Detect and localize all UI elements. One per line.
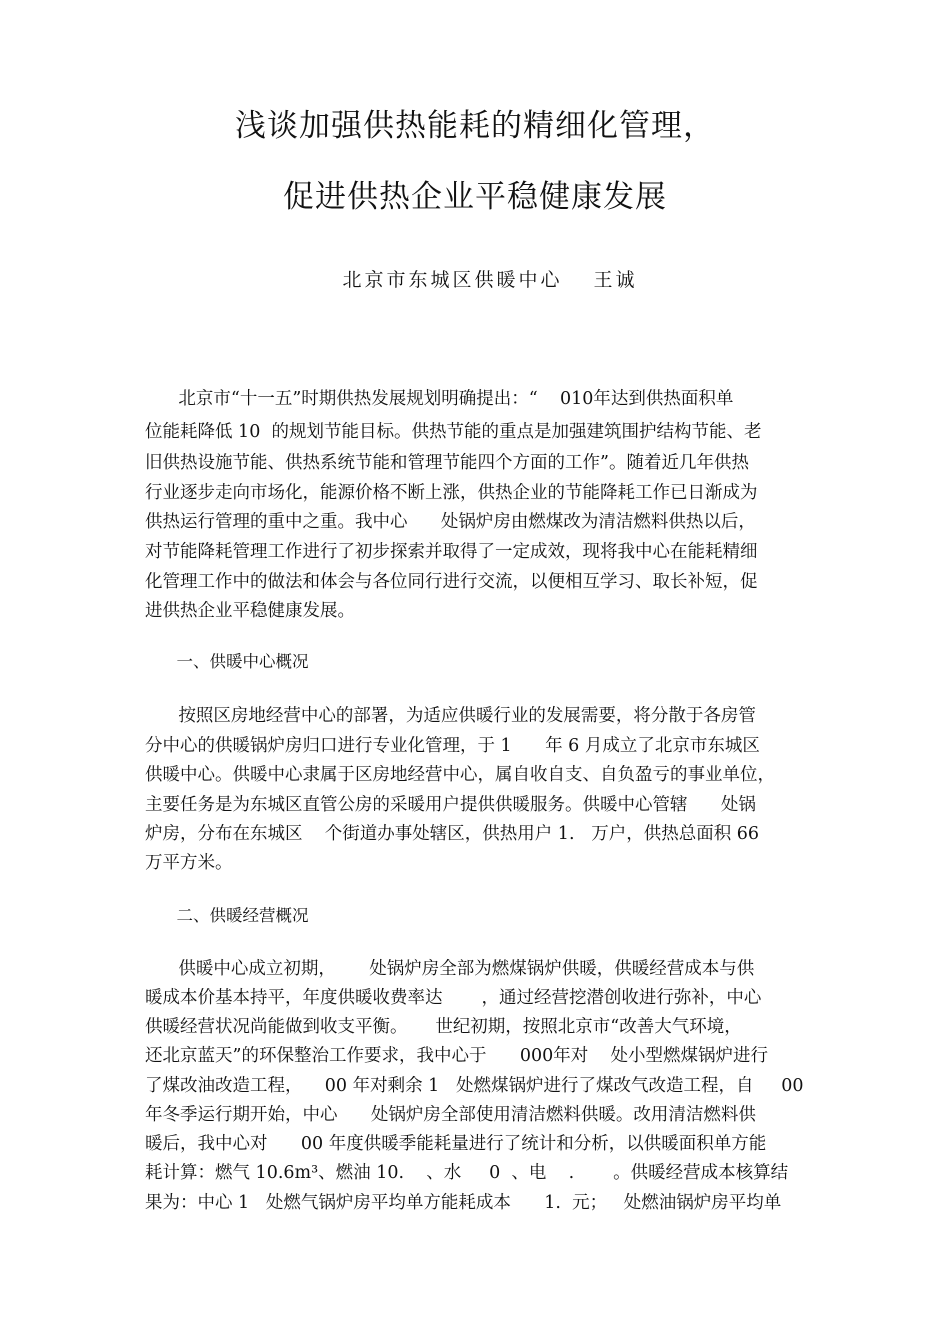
section2-line: 供暖中心成立初期， 处锅炉房全部为燃煤锅炉供暖，供暖经营成本与供 [145, 959, 755, 979]
section2-line: 还北京蓝天”的环保整治工作要求，我中心于 000年对 处小型燃煤锅炉进行 [145, 1046, 768, 1066]
section1-line: 炉房，分布在东城区 个街道办事处辖区，供热用户 1. 万户，供热总面积 66 [145, 824, 760, 844]
section-heading: 二、供暖经营概况 [145, 906, 309, 925]
title-line-2: 促进供热企业平稳健康发展 [283, 179, 667, 215]
intro-line: 行业逐步走向市场化，能源价格不断上涨，供热企业的节能降耗工作已日渐成为 [145, 483, 758, 503]
section2-line: 暖成本价基本持平，年度供暖收费率达 ，通过经营挖潜创收进行弥补，中心 [145, 988, 762, 1008]
section2-line: 年冬季运行期开始，中心 处锅炉房全部使用清洁燃料供暖。改用清洁燃料供 [145, 1105, 756, 1125]
title-line-1: 浅谈加强供热能耗的精细化管理， [235, 108, 715, 144]
section2-line: 了煤改油改造工程， 00 年对剩余 1 处燃煤锅炉进行了煤改气改造工程，自 00 [145, 1076, 804, 1096]
intro-line: 旧供热设施节能、供热系统节能和管理节能四个方面的工作”。随着近几年供热 [145, 453, 749, 473]
section1-line: 按照区房地经营中心的部署，为适应供暖行业的发展需要，将分散于各房管 [145, 706, 756, 726]
section1-line: 万平方米。 [145, 853, 233, 873]
section2-line: 暖后，我中心对 00 年度供暖季能耗量进行了统计和分析，以供暖面积单方能 [145, 1134, 767, 1154]
intro-line: 对节能降耗管理工作进行了初步探索并取得了一定成效，现将我中心在能耗精细 [145, 542, 758, 562]
intro-line: 化管理工作中的做法和体会与各位同行进行交流，以便相互学习、取长补短，促 [145, 572, 758, 592]
section-heading: 一、供暖中心概况 [145, 652, 309, 671]
intro-line: 北京市“十一五”时期供热发展规划明确提出：“ 010年达到供热面积单 [145, 389, 734, 409]
intro-line: 进供热企业平稳健康发展。 [145, 601, 355, 621]
intro-line: 供热运行管理的重中之重。我中心 处锅炉房由燃煤改为清洁燃料供热以后， [145, 512, 756, 532]
section2-line: 果为：中心 1 处燃气锅炉房平均单方能耗成本 1. 元； 处燃油锅炉房平均单 [145, 1193, 782, 1213]
section1-line: 主要任务是为东城区直管公房的采暖用户提供供暖服务。供暖中心管辖 处锅 [145, 795, 756, 815]
section2-line: 耗计算：燃气 10.6m³、燃油 10. 、水 0 、电 . 。供暖经营成本核算结 [145, 1163, 789, 1183]
intro-line: 位能耗降低 10 的规划节能目标。供热节能的重点是加强建筑围护结构节能、老 [145, 422, 762, 442]
section2-line: 供暖经营状况尚能做到收支平衡。 世纪初期，按照北京市“改善大气环境， [145, 1017, 742, 1037]
section1-line: 供暖中心。供暖中心隶属于区房地经营中心，属自收自支、自负盈亏的事业单位， [145, 765, 775, 785]
section1-line: 分中心的供暖锅炉房归口进行专业化管理，于 1 年 6 月成立了北京市东城区 [145, 736, 760, 756]
author-line: 北京市东城区供暖中心 王诚 [342, 269, 638, 291]
